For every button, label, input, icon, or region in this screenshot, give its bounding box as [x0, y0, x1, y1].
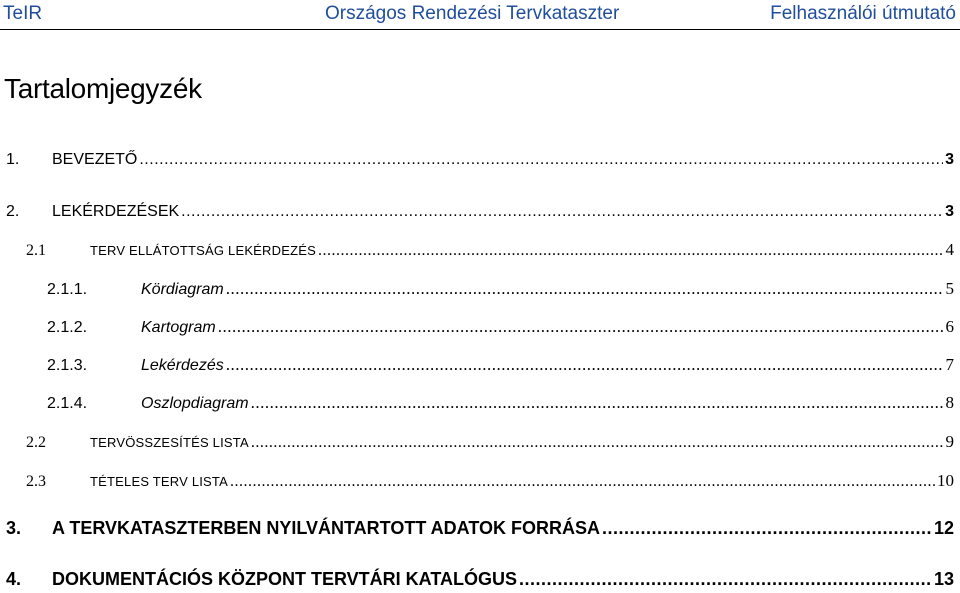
toc-entry-terv-ellatottsag[interactable]: [0, 240, 960, 260]
toc-entry-kordiagram[interactable]: [0, 279, 960, 299]
toc-entry-lekerdezesek[interactable]: [0, 203, 960, 221]
toc-entry-dokumentacios-kozpont[interactable]: [0, 569, 960, 590]
toc-dot-leader: [602, 518, 932, 539]
toc-entry-title: Kördiagram: [141, 281, 224, 298]
header-right-text: Felhasználói útmutató: [770, 3, 956, 24]
toc-entry-bevezeto[interactable]: [0, 151, 960, 169]
toc-entry-teteles-terv[interactable]: [0, 471, 960, 491]
toc-dot-leader: [181, 203, 943, 221]
toc-dot-leader: [318, 242, 944, 260]
toc-entry-number: 1.: [6, 151, 20, 168]
toc-dot-leader: [139, 151, 943, 169]
toc-entry-title: Lekérdezés: [141, 357, 224, 374]
toc-entry-page: 10: [937, 471, 954, 490]
toc-entry-number: 2.: [6, 203, 20, 220]
toc-entry-page: 9: [945, 432, 954, 451]
toc-dot-leader: [251, 434, 944, 452]
toc-entry-title: LEKÉRDEZÉSEK: [52, 203, 180, 220]
toc-entry-title: DOKUMENTÁCIÓS KÖZPONT TERVTÁRI KATALÓGUS: [52, 569, 517, 589]
toc-entry-adatok-forrasa[interactable]: [0, 518, 960, 539]
toc-entry-title: TERVÖSSZESÍTÉS LISTA: [90, 435, 249, 450]
toc-entry-title: TERV ELLÁTOTTSÁG LEKÉRDEZÉS: [90, 243, 316, 258]
toc-entry-number: 2.3: [26, 473, 46, 490]
toc-entry-title: TÉTELES TERV LISTA: [90, 474, 228, 489]
toc-entry-tervosszesites[interactable]: [0, 432, 960, 452]
toc-dot-leader: [251, 393, 944, 413]
toc-entry-number: 2.1.2.: [47, 319, 88, 336]
header-center-text: Országos Rendezési Tervkataszter: [325, 3, 620, 24]
toc-entry-page: 6: [945, 317, 954, 336]
toc-entry-number: 4.: [6, 569, 22, 589]
toc-entry-page: 4: [945, 240, 954, 259]
toc-entry-title: Oszlopdiagram: [141, 395, 249, 412]
toc-entry-lekerdezes[interactable]: [0, 355, 960, 375]
toc-dot-leader: [226, 279, 944, 299]
toc-entry-title: BEVEZETŐ: [52, 151, 138, 168]
toc-dot-leader: [230, 473, 935, 491]
toc-entry-number: 2.1.1.: [47, 281, 88, 298]
toc-entry-title: Kartogram: [141, 319, 216, 336]
toc-title: Tartalomjegyzék: [4, 73, 202, 104]
toc-entry-title: A TERVKATASZTERBEN NYILVÁNTARTOTT ADATOK FORRÁSA: [52, 518, 600, 538]
toc-entry-page: 8: [945, 393, 954, 412]
toc-entry-number: 2.1.3.: [47, 357, 88, 374]
toc-entry-page: 5: [945, 279, 954, 298]
toc-dot-leader: [519, 569, 932, 590]
toc-entry-oszlopdiagram[interactable]: [0, 393, 960, 413]
page-header: [0, 0, 960, 30]
toc-dot-leader: [218, 317, 944, 337]
toc-dot-leader: [226, 355, 944, 375]
toc-entry-page: 7: [945, 355, 954, 374]
toc-entry-page: 13: [933, 569, 954, 589]
toc-entry-number: 2.1: [26, 242, 46, 259]
toc-entry-page: 3: [945, 151, 954, 168]
toc-entry-number: 2.2: [26, 434, 46, 451]
toc-entry-kartogram[interactable]: [0, 317, 960, 337]
toc-entry-page: 3: [945, 203, 954, 220]
toc-entry-page: 12: [933, 518, 954, 538]
header-left-text: TeIR: [3, 3, 43, 24]
toc-entry-number: 2.1.4.: [47, 395, 88, 412]
toc-entry-number: 3.: [6, 518, 22, 538]
